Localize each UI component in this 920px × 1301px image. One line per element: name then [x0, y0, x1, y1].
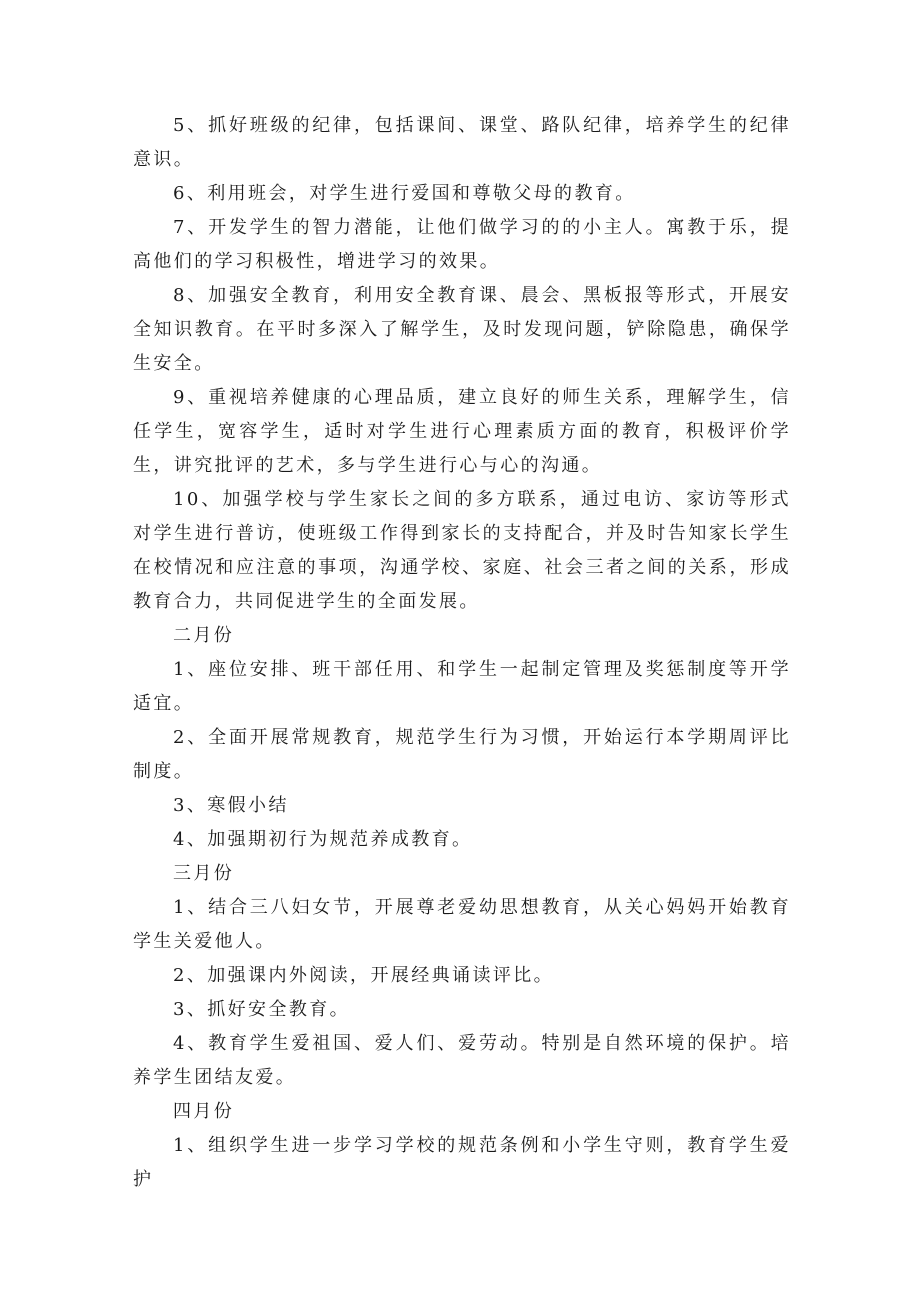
paragraph-item-10: 10、加强学校与学生家长之间的多方联系，通过电访、家访等形式对学生进行普访，使班级工作得到家长的支持配合，并及时告知家长学生在校情况和应注意的事项，沟通学校、家庭、社会三者之间的关系，形成教育合力，共同促进学生的全面发展。 [133, 489, 791, 612]
paragraph-item-6: 6、利用班会，对学生进行爱国和尊敬父母的教育。 [173, 183, 636, 204]
paragraph-item-7: 7、开发学生的智力潜能，让他们做学习的的小主人。寓教于乐，提高他们的学习积极性，增进学习的效果。 [133, 217, 791, 272]
section-heading-march: 三月份 [173, 863, 235, 884]
paragraph-item-9: 9、重视培养健康的心理品质，建立良好的师生关系，理解学生，信任学生，宽容学生，适时对学生进行心理素质方面的教育，积极评价学生，讲究批评的艺术，多与学生进行心与心的沟通。 [133, 387, 791, 476]
march-item-2: 2、加强课内外阅读，开展经典诵读评比。 [173, 965, 555, 986]
february-item-1: 1、座位安排、班干部任用、和学生一起制定管理及奖惩制度等开学适宜。 [133, 659, 791, 714]
march-item-1: 1、结合三八妇女节，开展尊老爱幼思想教育，从关心妈妈开始教育学生关爱他人。 [133, 897, 791, 952]
february-item-3: 3、寒假小结 [173, 795, 289, 816]
section-heading-april: 四月份 [173, 1101, 235, 1122]
march-item-3: 3、抓好安全教育。 [173, 999, 351, 1020]
paragraph-item-8: 8、加强安全教育，利用安全教育课、晨会、黑板报等形式，开展安全知识教育。在平时多深入了解学生，及时发现问题，铲除隐患，确保学生安全。 [133, 285, 791, 374]
february-item-4: 4、加强期初行为规范养成教育。 [173, 829, 473, 850]
march-item-4: 4、教育学生爱祖国、爱人们、爱劳动。特别是自然环境的保护。培养学生团结友爱。 [133, 1033, 791, 1088]
april-item-1: 1、组织学生进一步学习学校的规范条例和小学生守则，教育学生爱护 [133, 1135, 791, 1190]
february-item-2: 2、全面开展常规教育，规范学生行为习惯，开始运行本学期周评比制度。 [133, 727, 791, 782]
section-heading-february: 二月份 [173, 625, 235, 646]
paragraph-item-5: 5、抓好班级的纪律，包括课间、课堂、路队纪律，培养学生的纪律意识。 [133, 115, 791, 170]
document-body [133, 109, 791, 1197]
